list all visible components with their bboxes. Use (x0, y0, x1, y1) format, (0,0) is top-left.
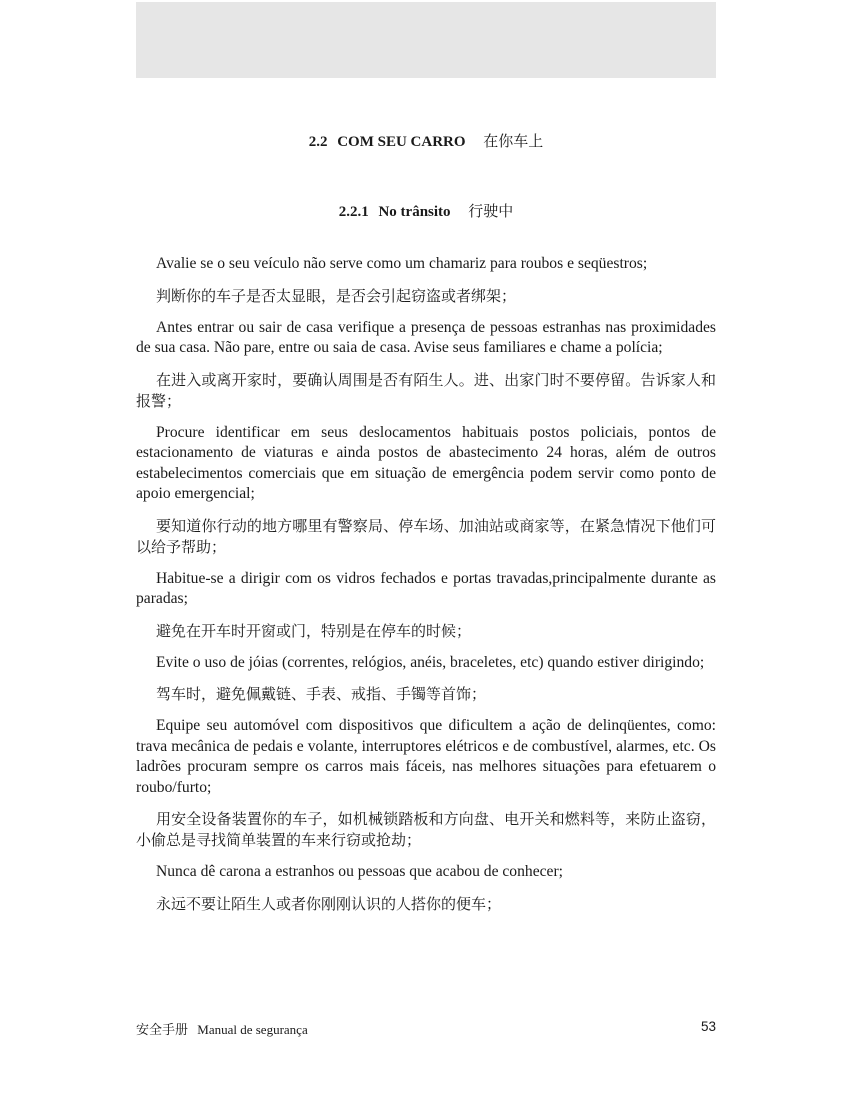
subsection-title-zh: 行驶中 (468, 202, 514, 220)
section-title-zh: 在你车上 (483, 132, 544, 150)
footer-title-zh: 安全手册 (136, 1023, 189, 1038)
footer-title (136, 1019, 308, 1038)
paragraph-pt: Avalie se o seu veículo não serve como um chamariz para roubos e seqüestros; (156, 255, 648, 272)
section-number: 2.2 (308, 134, 328, 150)
paragraph-pt: Evite o uso de jóias (correntes, relógios, anéis, braceletes, etc) quando estiver dirigindo; (156, 653, 705, 671)
paragraph-zh: 用安全设备装置你的车子，如机械锁踏板和方向盘、电开关和燃料等，来防止盗窃，小偷总是寻找简单装置的车来行窃或抢劫； (136, 810, 716, 849)
footer-title-pt: Manual de segurança (197, 1022, 308, 1037)
paragraph-pt: Habitue-se a dirigir com os vidros fechados e portas travadas,principalmente durante as paradas; (136, 569, 716, 607)
paragraph-pt: Equipe seu automóvel com dispositivos que dificultem a ação de delinqüentes, como: trava mecânica de pedais e volante, interruptores elétricos e de combustível, alarmes, etc. Os ladrões procuram sempre os carros mais fáceis, nas melhores situações para efetuarem o roubo/furto; (136, 717, 716, 796)
section-title: COM SEU CARRO (337, 134, 466, 150)
page-content (136, 128, 716, 926)
subsection-title: No trânsito (378, 204, 451, 220)
paragraph-zh: 要知道你行动的地方哪里有警察局、停车场、加油站或商家等，在紧急情况下他们可以给予帮助； (136, 516, 716, 556)
paragraph-pt: Procure identificar em seus deslocamentos habituais postos policiais, pontos de estacionamento de viaturas e ainda postos de abastecimento 24 horas, além de outros estabelecimentos comerciais que em situação de emergência podem servir como ponto de apoio emergencial; (136, 423, 716, 502)
paragraph-zh: 在进入或离开家时，要确认周围是否有陌生人。进、出家门时不要停留。告诉家人和报警； (136, 370, 716, 410)
paragraph-zh: 判断你的车子是否太显眼，是否会引起窃盗或者绑架； (156, 286, 517, 305)
section-heading (136, 128, 716, 154)
paragraph-pt: Nunca dê carona a estranhos ou pessoas que acabou de conhecer; (156, 863, 563, 880)
subsection-number: 2.2.1 (338, 204, 369, 220)
paragraph-zh: 驾车时，避免佩戴链、手表、戒指、手镯等首饰； (156, 685, 487, 703)
paragraph-pt: Antes entrar ou sair de casa verifique a presença de pessoas estranhas nas proximidades de sua casa. Não pare, entre ou saia de casa. Avise seus familiares e chame a polícia; (136, 318, 716, 356)
page-footer (136, 1019, 716, 1039)
page-number: 53 (700, 1019, 716, 1034)
subsection-heading (136, 198, 716, 224)
paragraph-zh: 永远不要让陌生人或者你刚刚认识的人搭你的便车； (156, 894, 502, 913)
header-band (136, 2, 716, 78)
paragraph-zh: 避免在开车时开窗或门，特别是在停车的时候； (156, 621, 472, 640)
